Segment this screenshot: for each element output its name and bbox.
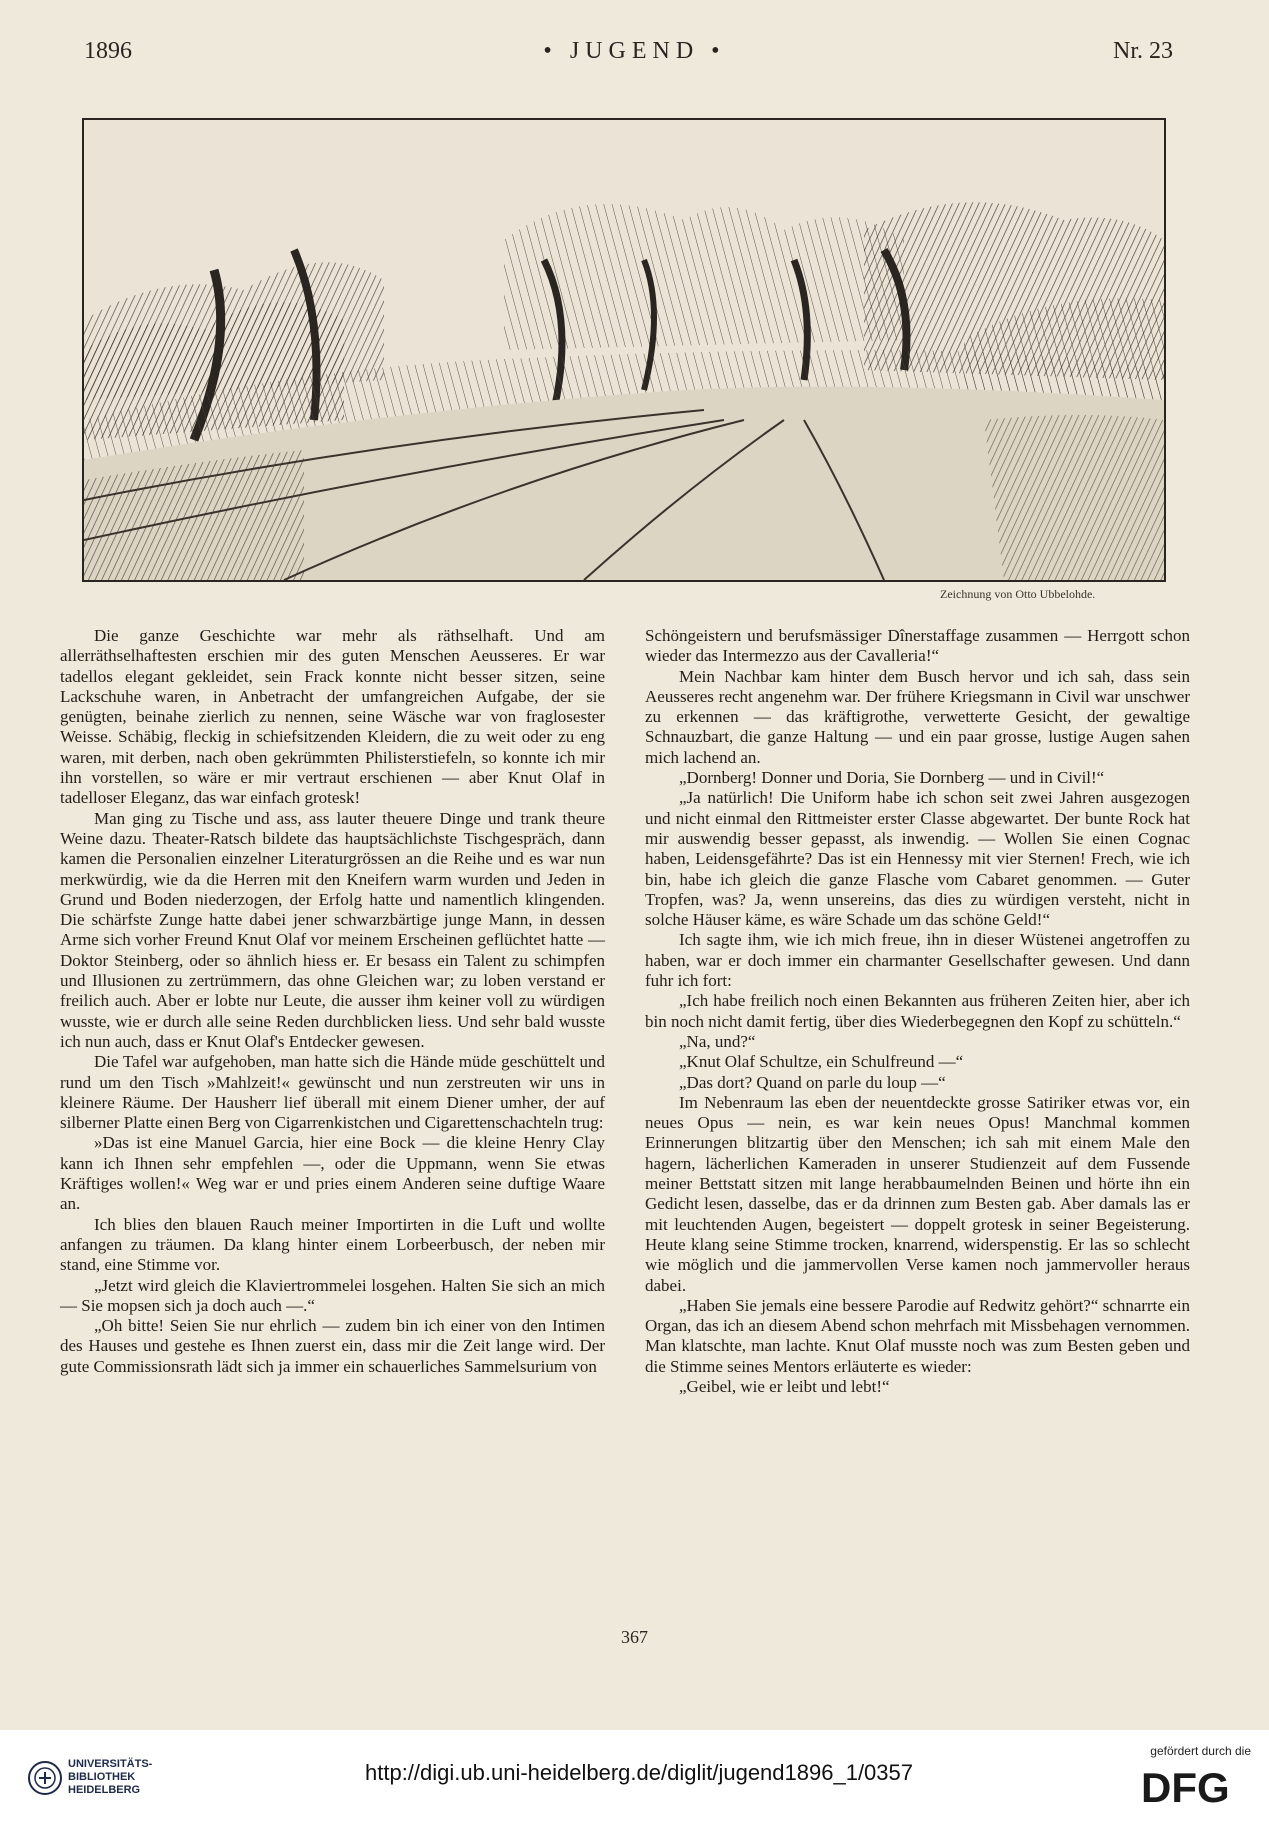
paragraph: Ich sagte ihm, wie ich mich freue, ihn in dieser Wüstenei angetroffen zu haben, war er doch immer ein charmanter Gesellschafter gewesen. Und dann fuhr ich fort: [645,930,1190,991]
paragraph: Man ging zu Tische und ass, ass lauter theuere Dinge und trank theure Weine dazu. Theater-Ratsch bildete das hauptsächlichste Tischgespräch, dann kamen die Personalien einzelner Literaturgrössen an die Reihe und es war nun merkwürdig, wie da die Herren mit den Kneifern warm wurden und Jeden in Grund und Boden niederzogen, der Erfolg hatte und namentlich klingenden. Die schärfste Zunge hatte dabei jener schwarzbärtige junge Mann, in dessen Arme sich vorher Freund Knut Olaf vor meinem Erscheinen geflüchtet hatte — Doktor Steinberg, oder so ähnlich hiess er. Er besass ein Talent zu schimpfen und Illusionen zu zertrümmern, das ohne Gleichen war; zu loben verstand er freilich auch. Aber er lobte nur Leute, die ausser ihm keiner voll zu würdigen wusste, wie er durch alle seine Reden durchblicken liess. Und sehr bald wusste ich nun auch, dass er Knut Olaf's Entdecker gewesen. [60,808,605,1051]
paragraph: „Geibel, wie er leibt und lebt!“ [679,1376,890,1396]
paragraph: Die Tafel war aufgehoben, man hatte sich die Hände müde geschüttelt und rund um den Tisch »Mahlzeit!« gewünscht und nun zerstreuten wir uns in kleinere Räume. Der Hausherr lief überall mit einem Diener umher, der auf silberner Platte einen Berg von Cigarrenkistchen und Cigarettenschachteln trug: [60,1052,605,1133]
funded-by-text: gefördert durch die [1150,1744,1251,1758]
paragraph: „Haben Sie jemals eine bessere Parodie auf Redwitz gehört?“ schnarrte ein Organ, das ich an diesem Abend schon mehrfach mit Missbehagen vernommen. Man klatschte, man lachte. Knut Olaf musste noch was zum Besten geben und die Stimme seines Mentors erläuterte es wieder: [645,1295,1190,1376]
journal-title: • JUGEND • [543,38,726,64]
landscape-illustration [82,118,1166,582]
paragraph: Die ganze Geschichte war mehr als räthselhaft. Und am allerräthselhaftesten erschien mir des guten Menschen Aeusseres. Er war tadellos elegant gekleidet, sein Frack konnte nicht besser sitzen, seine Lackschuhe waren, in Anbetracht der umfangreichen Aufgabe, der sie genügten, beinahe zierlich zu nennen, seine Wäsche war von fraglosester Weisse. Schäbig, fleckig in schiefsitzenden Kleidern, die zu weit oder zu eng waren, mit derben, nach oben gekrümmten Philisterstiefeln, so konnte ich mir ihn vorstellen, so wäre er mir vertraut erschienen — aber Knut Olaf in tadelloser Eleganz, das war einfach grotesk! [60,626,605,808]
footer-bar [0,1730,1269,1825]
library-name [68,1758,152,1797]
paragraph: „Dornberg! Donner und Doria, Sie Dornberg — und in Civil!“ [679,768,1105,788]
source-url-link[interactable]: http://digi.ub.uni-heidelberg.de/diglit/jugend1896_1/0357 [365,1760,913,1785]
paragraph: Im Nebenraum las eben der neuentdeckte grosse Satiriker etwas vor, ein neues Opus — nein, es war kein neues Opus! Manchmal kommen Erinnerungen blitzartig über den Menschen; ich sah mit einem Male den hagern, lächerlichen Kameraden in unserer Studienzeit auf dem Fussende meiner Bettstatt sitzen mit lange herabbaumelnden Beinen und hörte ihn ein Gedicht lesen, dasselbe, das er da drinnen zum Besten gab. Aber damals las er mit leuchtenden Augen, begeistert — doppelt grotesk in seiner Begeisterung. Heute klang seine Stimme trocken, knarrend, widerspenstig. Er las so schlecht wie möglich und die jammervollen Verse kamen noch jammervoller heraus dabei. [645,1092,1190,1295]
paragraph: „Jetzt wird gleich die Klaviertrommelei losgehen. Halten Sie sich an mich — Sie mopsen sich ja doch auch —.“ [60,1275,605,1315]
library-name-line: HEIDELBERG [68,1784,141,1796]
dfg-logo-icon [1139,1764,1251,1806]
header-year: 1896 [84,38,132,64]
issue-number: Nr. 23 [1113,38,1173,64]
paragraph: „Ich habe freilich noch einen Bekannten aus früheren Zeiten hier, aber ich bin noch nicht damit fertig, über dies Wiederbegegnen den Kopf zu schütteln.“ [645,991,1190,1031]
library-name-line: BIBLIOTHEK [68,1771,136,1783]
university-seal-icon [28,1758,62,1798]
paragraph: „Ja natürlich! Die Uniform habe ich schon seit zwei Jahren ausgezogen und nicht einmal den Rittmeister erster Classe abgewartet. Der bunte Rock hat mir auswendig besser gepasst, als inwendig. — Wollen Sie einen Cognac haben, Leidensgefährte? Das ist ein Hennessy mit vier Sternen! Frech, wie ich bin, habe ich gleich die ganze Flasche vom Cabaret genommen. — Guter Tropfen, was? Ja, wenn unsereins, das dies zu würdigen versteht, nicht in solche Häuser käme, es wäre Schade um das schöne Geld!“ [645,788,1190,930]
illustration-drawing [84,120,1164,580]
paragraph-continued: Schöngeistern und berufsmässiger Dînerstaffage zusammen — Herrgott schon wieder das Intermezzo aus der Cavalleria!“ [645,626,1190,666]
paragraph: „Das dort? Quand on parle du loup —“ [679,1072,946,1092]
paragraph: »Das ist eine Manuel Garcia, hier eine Bock — die kleine Henry Clay kann ich Ihnen sehr empfehlen —, oder die Uppmann, wenn Sie etwas Kräftiges wollen!« Weg war er und pries einem Anderen seine duftige Waare an. [60,1133,605,1214]
page-number: 367 [621,1627,648,1647]
paragraph: Ich blies den blauen Rauch meiner Importirten in die Luft und wollte anfangen zu träumen. Da klang hinter einem Lorbeerbusch, der neben mir stand, eine Stimme vor. [60,1214,605,1275]
paragraph: „Oh bitte! Seien Sie nur ehrlich — zudem bin ich einer von den Intimen des Hauses und gestehe es Ihnen zuerst ein, dass mir die Zeit lange wird. Der gute Commissionsrath lädt sich ja immer ein schauerliches Sammelsurium von [60,1316,605,1376]
paragraph: Mein Nachbar kam hinter dem Busch hervor und ich sah, dass sein Aeusseres recht angenehm war. Der frühere Kriegsmann in Civil war unschwer zu erkennen — das kräftigrothe, verwetterte Gesicht, der gewaltige Schnauzbart, die ganze Haltung — und ein paar grosse, lustige Augen sahen mich lachend an. [645,666,1190,767]
dfg-logo-text: DFG [1141,1764,1230,1806]
paragraph: „Knut Olaf Schultze, ein Schulfreund —“ [679,1052,964,1072]
paragraph: „Na, und?“ [679,1031,756,1051]
library-name-line: UNIVERSITÄTS- [68,1758,153,1770]
right-column [645,626,1190,1397]
left-column [60,626,605,1377]
illustration-credit: Zeichnung von Otto Ubbelohde. [940,587,1096,601]
